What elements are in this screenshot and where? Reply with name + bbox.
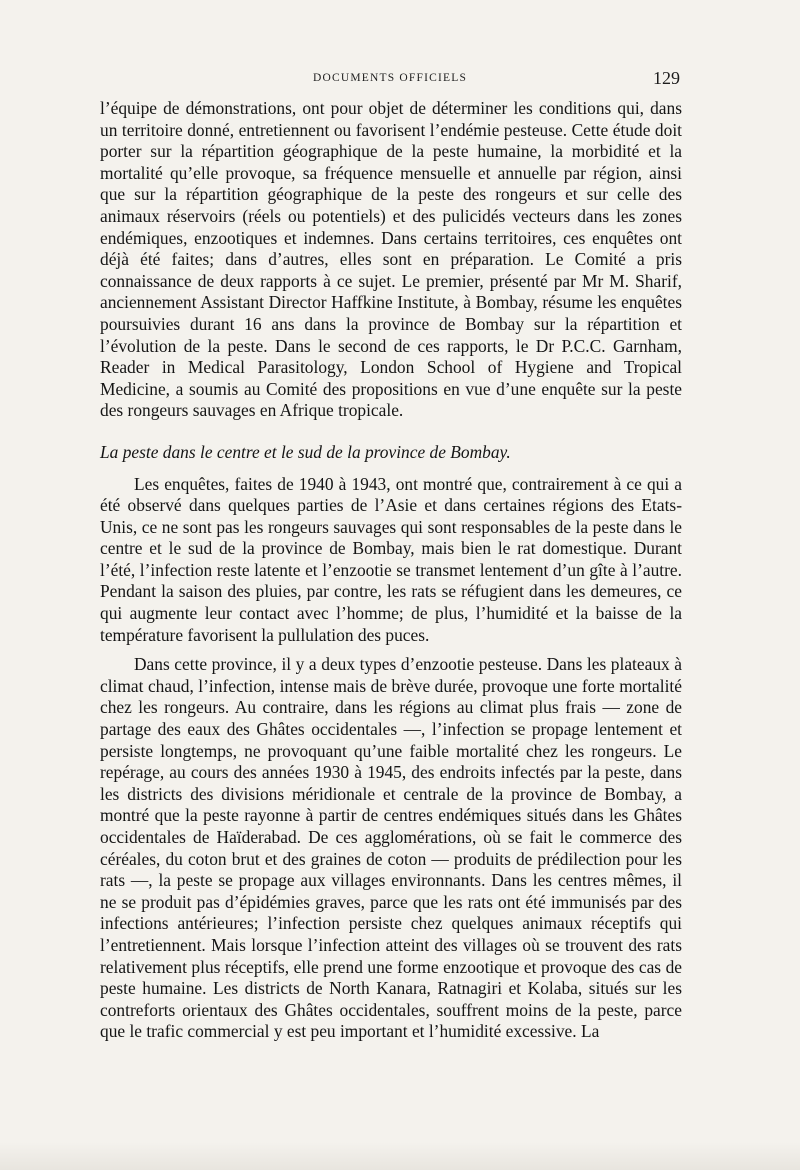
paragraph: Dans cette province, il y a deux types d’enzootie pesteuse. Dans les plateaux à climat chaud, l’infection, intense mais de brève durée, provoque une forte mortalité chez les rongeurs. Au contraire, dans les régions au climat plus frais — zone de partage des eaux des Ghâtes occidentales —, l’infection se propage lentement et persiste longtemps, ne provoquant qu’une faible mortalité chez les rongeurs. Le repérage, au cours des années 1930 à 1945, des endroits infectés par la peste, dans les districts des divisions méridionale et centrale de la province de Bombay, a montré que la peste rayonne à partir de centres endémiques situés dans les Ghâtes occidentales de Haïderabad. De ces agglomérations, où se fait le commerce des céréales, du coton brut et des graines de coton — produits de prédilection pour les rats —, la peste se propage aux villages environnants. Dans les centres mêmes, il ne se produit pas d’épidémies graves, parce que les rats ont été immunisés par des infections antérieures; l’infection persiste chez quelques animaux réceptifs qui l’entretiennent. Mais lorsque l’infection atteint des villages où se trouvent des rats relativement plus réceptifs, elle prend une forme enzootique et provoque des cas de peste humaine. Les districts de North Kanara, Ratnagiri et Kolaba, situés sur les contreforts orientaux des Ghâtes occidentales, souffrent moins de la peste, parce que le trafic commercial y est peu important et l’humidité excessive. La [100, 654, 682, 1042]
running-header [100, 68, 680, 88]
scan-edge-shadow [0, 1142, 800, 1170]
paragraph: Les enquêtes, faites de 1940 à 1943, ont montré que, contrairement à ce qui a été observé dans quelques parties de l’Asie et dans certaines régions des Etats-Unis, ce ne sont pas les rongeurs sauvages qui sont responsables de la peste dans le centre et le sud de la province de Bombay, mais bien le rat domestique. Durant l’été, l’infection reste latente et l’enzootie se transmet lentement d’un gîte à l’autre. Pendant la saison des pluies, par contre, les rats se réfugient dans les demeures, ce qui augmente leur contact avec l’homme; de plus, l’humidité et la baisse de la température favorisent la pullulation des puces. [100, 473, 682, 645]
page-number: 129 [653, 68, 680, 88]
running-title: DOCUMENTS OFFICIELS [312, 72, 468, 84]
section-heading: La peste dans le centre et le sud de la province de Bombay. [100, 441, 511, 462]
paragraph: l’équipe de démonstrations, ont pour objet de déterminer les conditions qui, dans un territoire donné, entretiennent ou favorisent l’endémie pesteuse. Cette étude doit porter sur la répartition géographique de la peste humaine, la morbidité et la mortalité qu’elle provoque, sa fréquence mensuelle et annuelle par région, ainsi que sur la répartition géographique de la peste des rongeurs et sur celle des animaux réservoirs (réels ou potentiels) et des pulicidés vecteurs dans les zones endémiques, enzootiques et indemnes. Dans certains territoires, ces enquêtes ont déjà été faites; dans d’autres, elles sont en préparation. Le Comité a pris connaissance de deux rapports à ce sujet. Le premier, présenté par Mr M. Sharif, anciennement Assistant Director Haffkine Institute, à Bombay, résume les enquêtes poursuivies durant 16 ans dans la province de Bombay sur la répartition et l’évolution de la peste. Dans le second de ces rapports, le Dr P.C.C. Garnham, Reader in Medical Parasitology, London School of Hygiene and Tropical Medicine, a soumis au Comité des propositions en vue d’une enquête sur la peste des rongeurs sauvages en Afrique tropicale. [100, 98, 682, 421]
body-text [100, 98, 682, 1043]
